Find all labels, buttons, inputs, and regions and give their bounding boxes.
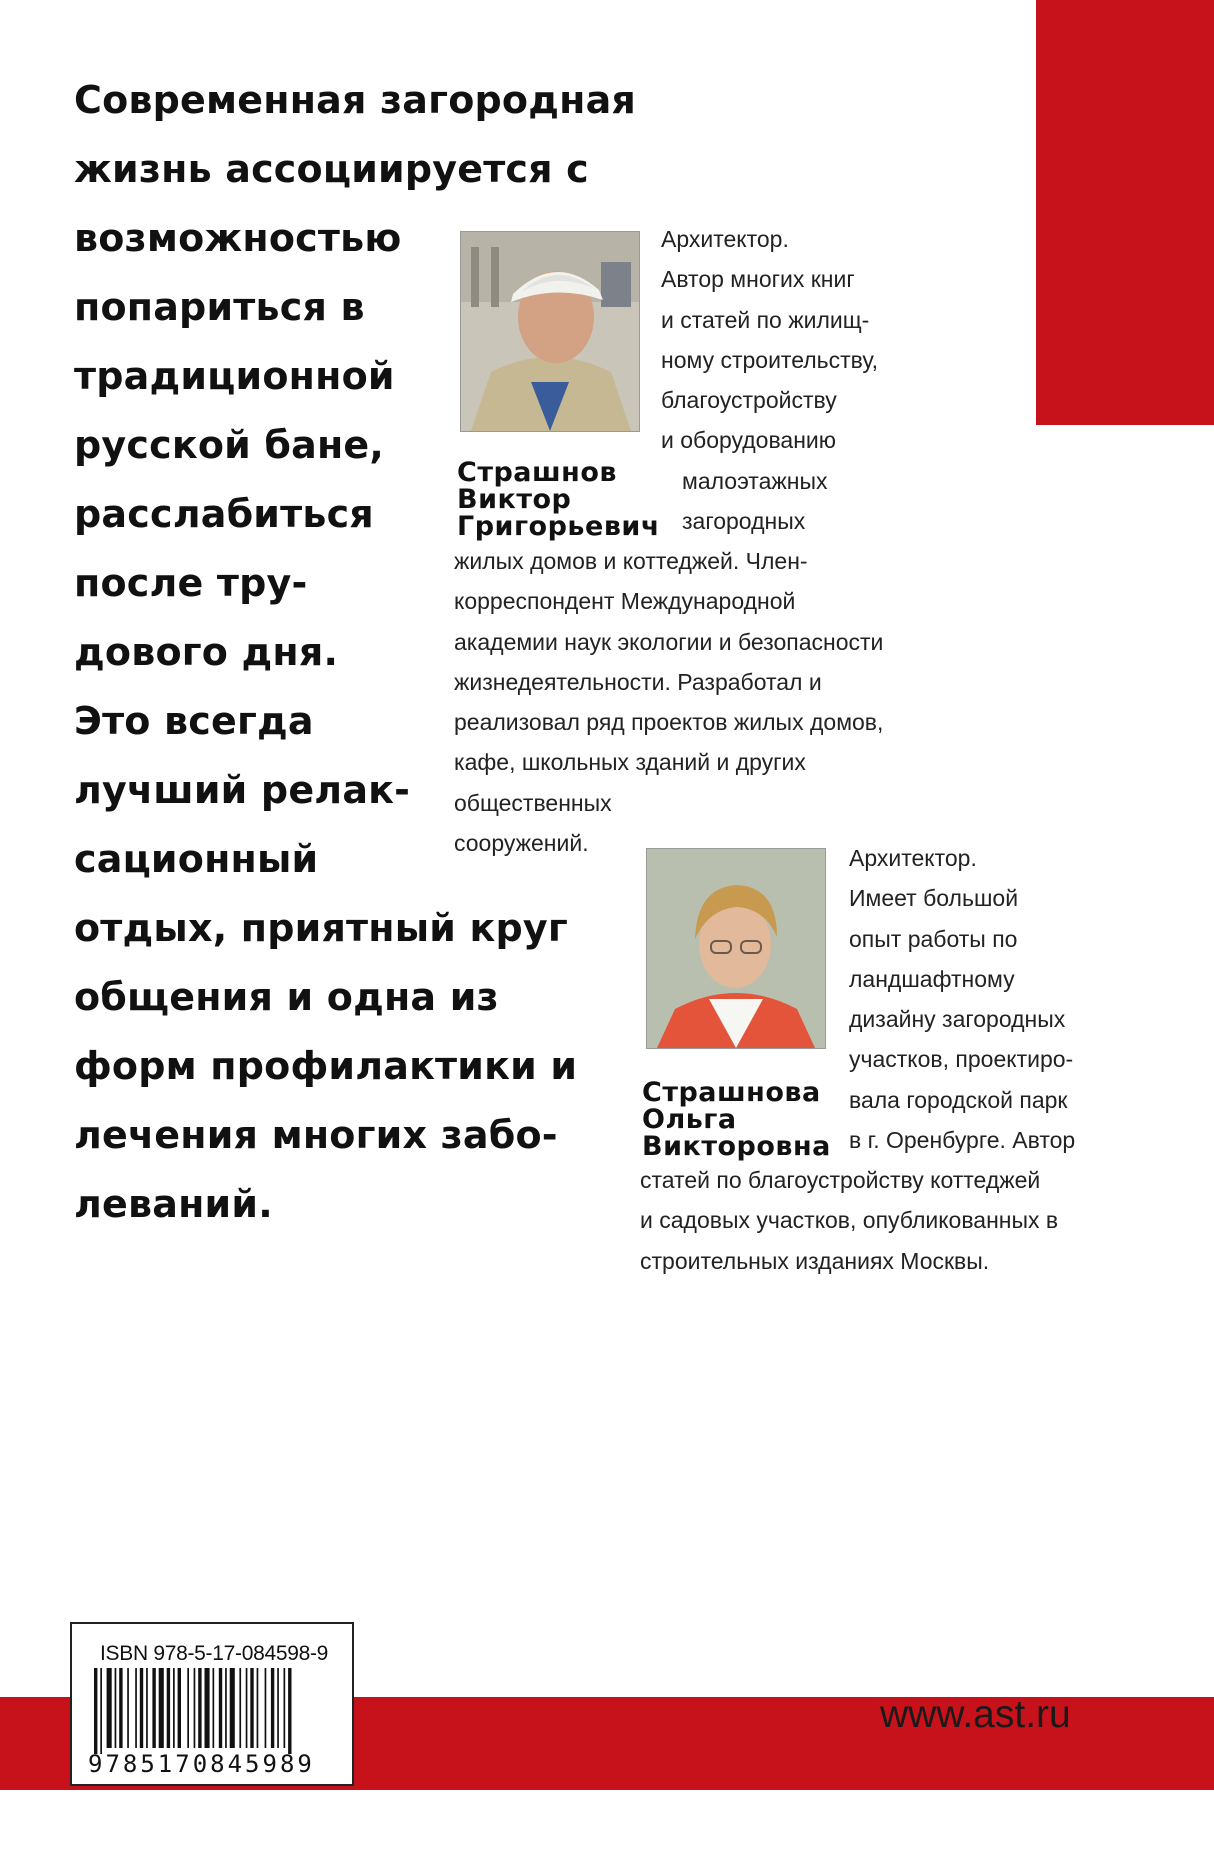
isbn-number: ISBN 978-5-17-084598-9 [100,1642,329,1665]
isbn-barcode-box [70,1622,354,1786]
author-name-viktor: Страшнов Виктор Григорьевич [457,457,660,542]
publisher-website[interactable]: www.ast.ru [880,1693,1071,1736]
author-bio-olga-below: статей по благоустройству коттеджей и садовых участков, опубликованных в строительных изданиях Москвы. [640,1167,1059,1274]
barcode-digits: 9785170845989 [88,1750,315,1778]
author-bio-viktor-below: жилых домов и коттеджей. Член- корреспондент Международной академии наук экологии и безопасности жизнедеятельности. Разработал и реализовал ряд проектов жилых домов, кафе, школьных зданий и других общественных сооружений. [454,548,884,857]
main-blurb: Современная загородная жизнь ассоциируется с возможностью попариться в традиционной русской бане, расслабиться после тру- дового дня. Это всегда лучший релак- сационный отдых, приятный круг общения и одна из форм профилактики и лечения многих забо- леваний. [74,78,637,1226]
barcode-icon [90,1668,336,1754]
author-bio-viktor-indent: малоэтажных загородных [682,468,828,535]
author-bio-viktor-side: Архитектор. Автор многих книг и статей по жилищ- ному строительству, благоустройству и оборудованию [661,226,878,454]
author-bio-olga-side: Архитектор. Имеет большой опыт работы по ландшафтному дизайну загородных участков, проектиро- вала городской парк в г. Оренбурге. Автор [849,845,1076,1154]
author-photo-viktor [460,231,640,432]
red-accent-block [1036,0,1214,425]
author-photo-olga [646,848,826,1049]
author-name-olga: Страшнова Ольга Викторовна [642,1077,831,1162]
